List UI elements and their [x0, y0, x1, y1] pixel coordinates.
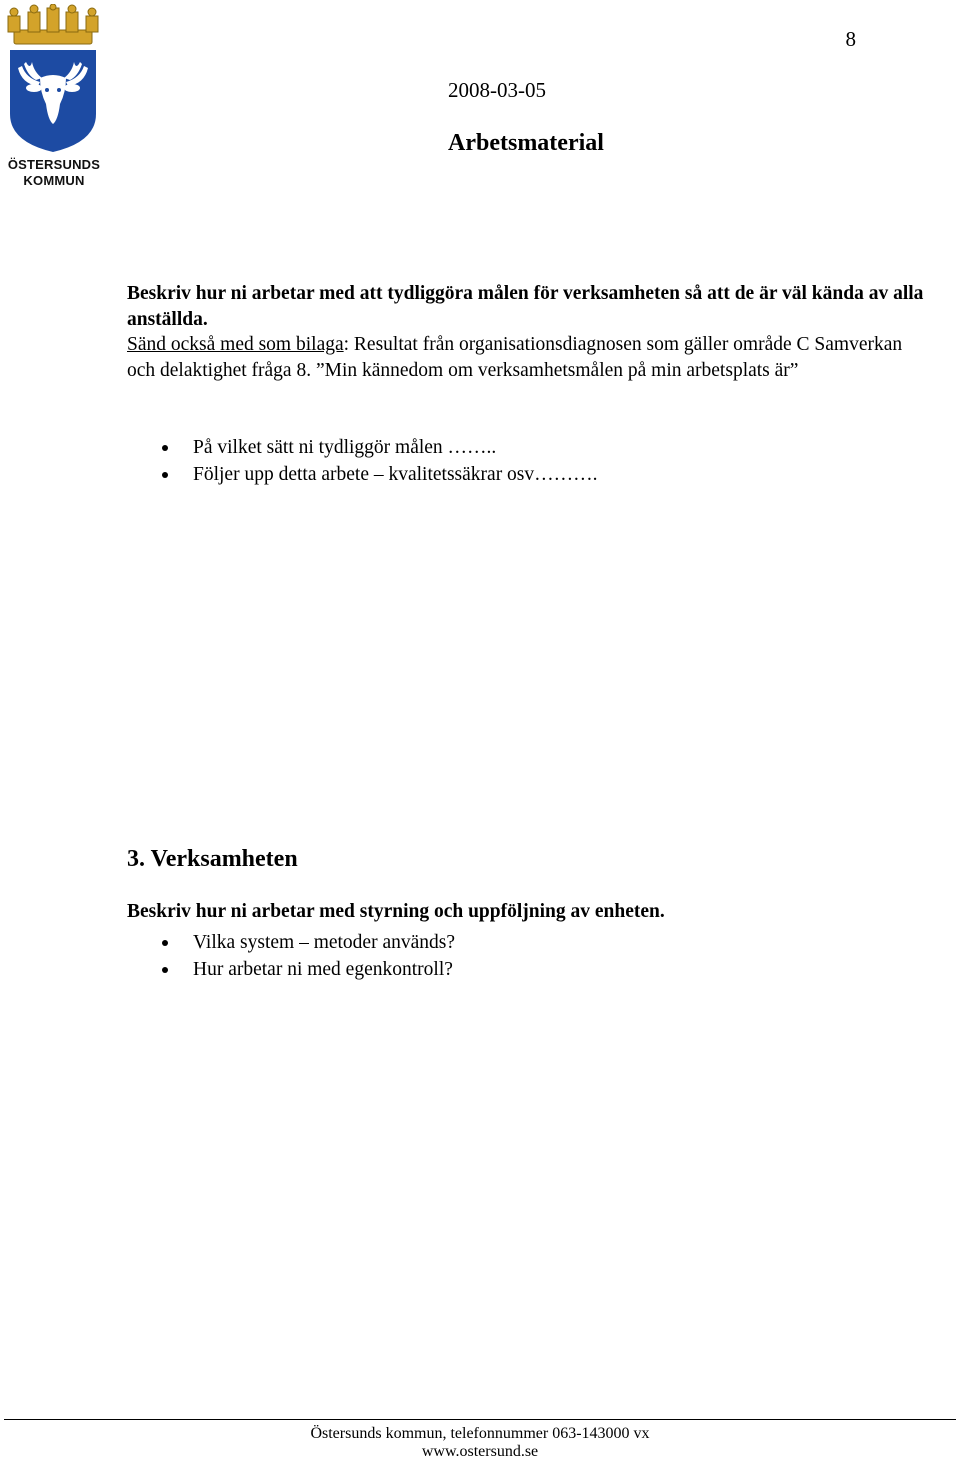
municipality-logo: [4, 4, 102, 186]
document-date: 2008-03-05: [448, 78, 546, 102]
attachment-text: : Resultat från organisationsdiagnosen som gäller område C Samverkan och delaktighet fråga 8. ”Min kännedom om verksamhetsmålen på min arbetsplats är”: [127, 334, 903, 381]
coat-of-arms-icon: [4, 4, 102, 154]
page-number: 8: [845, 27, 856, 51]
section-question: Beskriv hur ni arbetar med styrning och uppföljning av enheten.: [127, 901, 665, 922]
goals-question: Beskriv hur ni arbetar med att tydliggöra målen för verksamheten så att de är väl kända av alla anställda.: [127, 283, 924, 330]
list-item-text: På vilket sätt ni tydliggör målen ……..: [193, 437, 497, 458]
list-item: [127, 461, 927, 488]
bullet-icon: [162, 472, 168, 478]
bullet-icon: [162, 940, 168, 946]
footer-website-link[interactable]: www.ostersund.se: [421, 1443, 539, 1460]
logo-name-line2: KOMMUN: [23, 173, 85, 188]
document-status: Arbetsmaterial: [448, 130, 604, 156]
section-heading: 3. Verksamheten: [127, 846, 298, 872]
footer-contact: Östersunds kommun, telefonnummer 063-143000 vx: [310, 1425, 650, 1442]
logo-name-line1: ÖSTERSUNDS: [7, 157, 101, 172]
list-item-text: Hur arbetar ni med egenkontroll?: [193, 959, 453, 980]
list-item: [127, 929, 927, 956]
list-item: [127, 956, 927, 983]
goals-section: [127, 281, 927, 383]
list-item: [127, 434, 927, 461]
list-item-text: Följer upp detta arbete – kvalitetssäkrar osv……….: [193, 464, 598, 485]
goals-bullet-list: [127, 434, 927, 488]
attachment-instruction: [127, 332, 927, 383]
footer-divider: [4, 1419, 956, 1420]
bullet-icon: [162, 967, 168, 973]
attachment-link[interactable]: Sänd också med som bilaga: [127, 334, 344, 355]
crown-icon: [8, 4, 98, 44]
bullet-icon: [162, 445, 168, 451]
section3-bullet-list: [127, 929, 927, 983]
list-item-text: Vilka system – metoder används?: [193, 932, 456, 953]
